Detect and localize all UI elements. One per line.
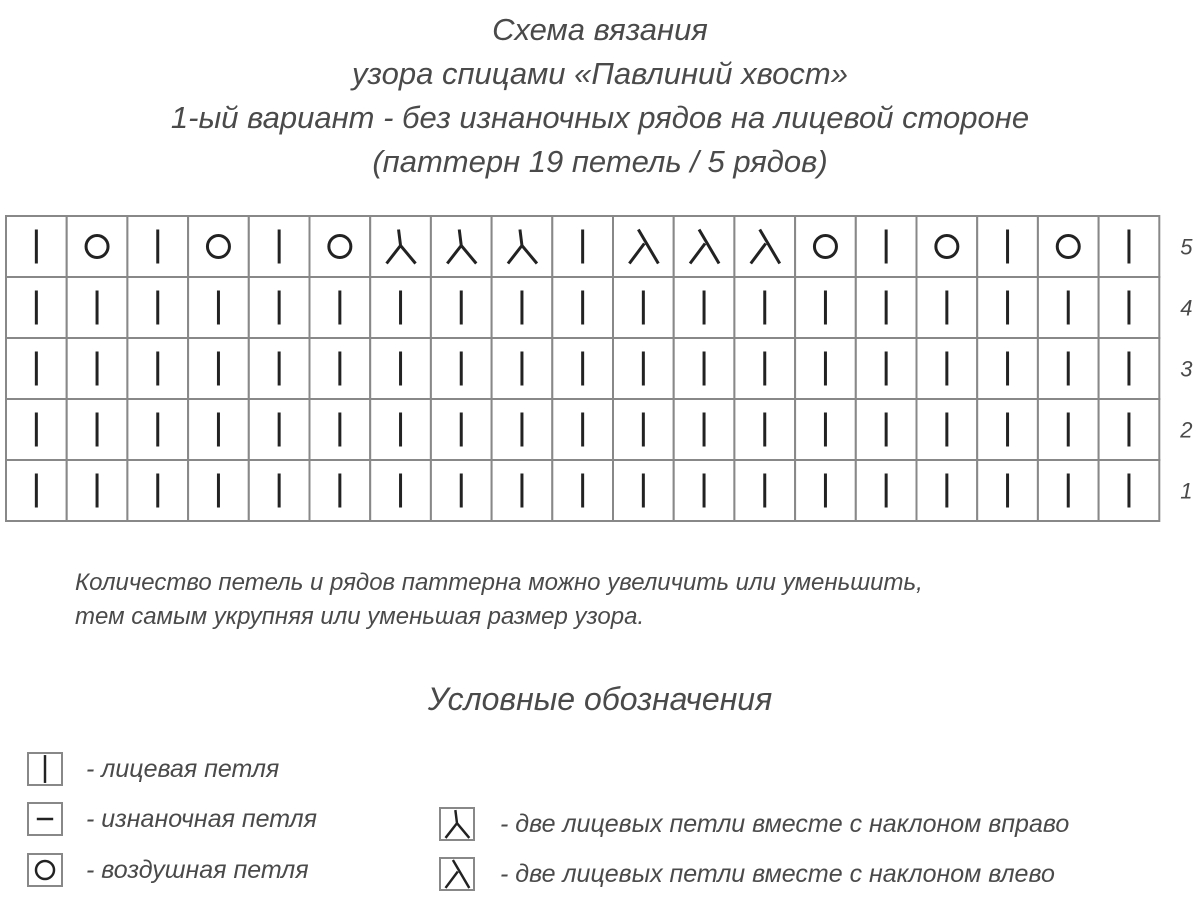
note-line-2: тем самым укрупняя или уменьшая размер узора. xyxy=(75,603,645,630)
legend-symbol-yo xyxy=(26,852,66,888)
legend-label-k2tog-right: - две лицевых петли вместе с наклоном вправо xyxy=(500,810,1070,838)
chart-cell xyxy=(917,216,978,277)
legend-symbol-k2tog-left xyxy=(438,856,478,892)
legend-symbol-k2tog-right xyxy=(438,806,478,842)
pattern-note xyxy=(75,566,1175,634)
chart-cell xyxy=(1038,216,1099,277)
title-line-1: Схема вязания xyxy=(492,12,708,47)
legend-label-yo: - воздушная петля xyxy=(86,856,309,884)
knitting-chart xyxy=(0,205,1200,535)
legend-label-k2tog-left: - две лицевых петли вместе с наклоном влево xyxy=(500,860,1055,888)
chart-cell xyxy=(795,216,856,277)
row-number: 4 xyxy=(1180,295,1193,321)
row-number: 2 xyxy=(1180,417,1193,443)
legend-item-knit xyxy=(26,751,426,791)
chart-cell xyxy=(310,216,371,277)
legend-item-k2tog-right xyxy=(438,806,1178,846)
title-line-4: (паттерн 19 петель / 5 рядов) xyxy=(372,144,828,179)
title-line-3: 1-ый вариант - без изнаночных рядов на лицевой стороне xyxy=(170,100,1030,135)
legend-item-purl xyxy=(26,801,426,841)
title-line-2: узора спицами «Павлиний хвост» xyxy=(352,56,848,91)
legend-item-yo xyxy=(26,852,426,892)
chart-cell xyxy=(188,216,249,277)
legend-label-knit: - лицевая петля xyxy=(86,755,280,783)
legend-title: Условные обозначения xyxy=(427,681,773,717)
row-number: 3 xyxy=(1180,356,1193,382)
row-number: 1 xyxy=(1180,478,1193,504)
chart-title xyxy=(0,8,1200,184)
legend-label-purl: - изнаночная петля xyxy=(86,805,318,833)
legend-symbol-knit xyxy=(26,751,66,787)
legend-box-frame xyxy=(28,854,62,886)
chart-cell xyxy=(67,216,128,277)
legend-symbol-purl xyxy=(26,801,66,837)
row-number: 5 xyxy=(1180,234,1193,260)
note-line-1: Количество петель и рядов паттерна можно увеличить или уменьшить, xyxy=(75,569,923,596)
legend-item-k2tog-left xyxy=(438,856,1178,896)
